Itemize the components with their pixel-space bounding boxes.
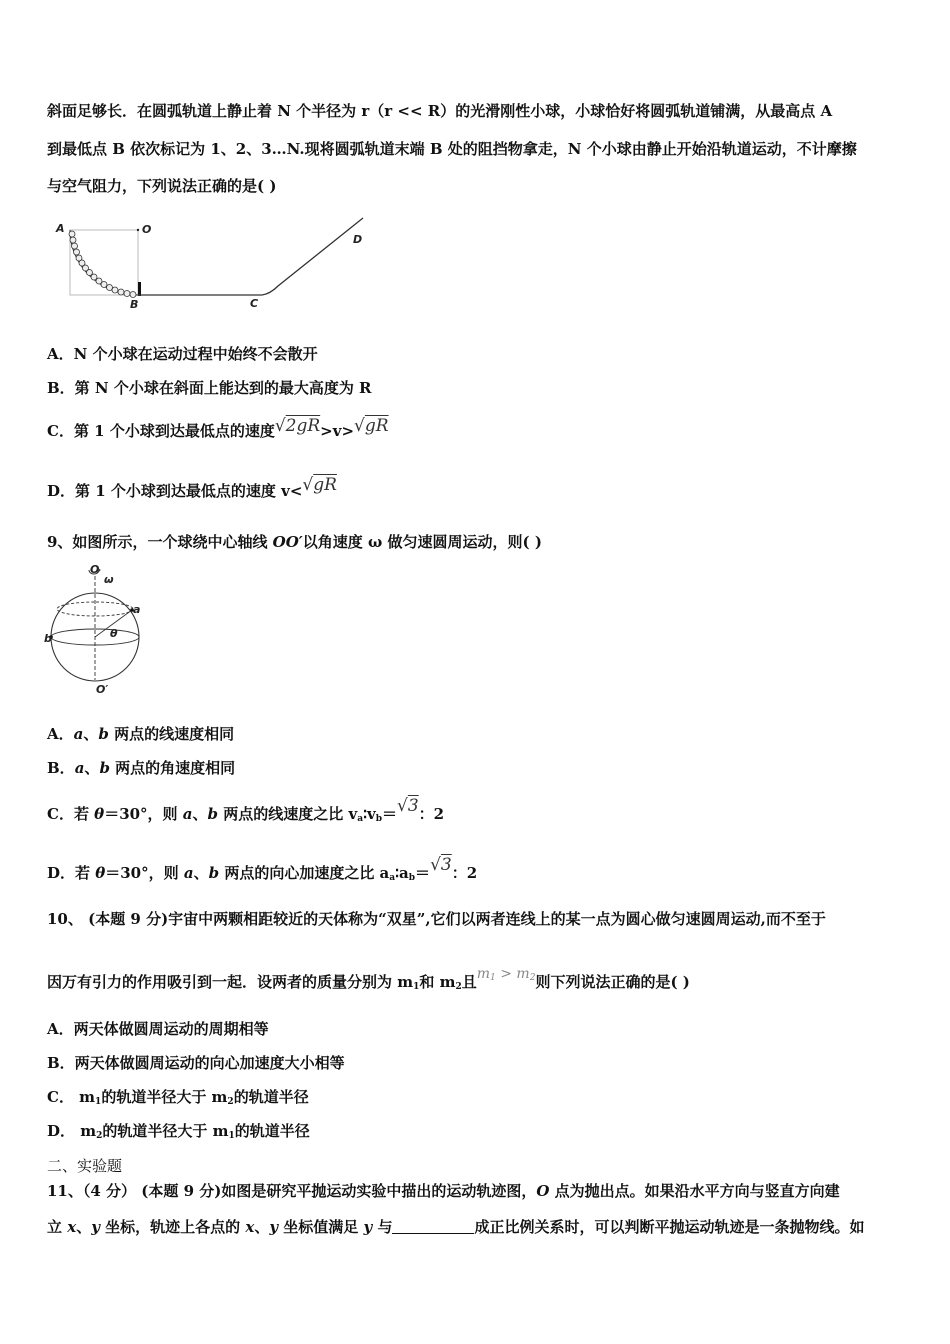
q8-option-b: B．第 N 个小球在斜面上能达到的最大高度为 R <box>47 379 372 397</box>
label-theta: θ <box>110 627 118 640</box>
label-omega: ω <box>104 573 114 586</box>
label-c: C <box>250 297 259 310</box>
q8-stem-line1: 斜面足够长．在圆弧轨道上静止着 N 个半径为 r（r << R）的光滑刚性小球，小球恰好将圆弧轨道铺满，从最高点 A <box>47 102 833 120</box>
label-b: B <box>130 298 139 310</box>
mass-inequality: $m_1 > m_2$ <box>476 966 536 983</box>
q9-option-c: C．若 θ＝30°，则 a、b 两点的线速度之比 $v_a∶v_b=√3$：2 <box>47 796 445 824</box>
q10-stem-line2: 因万有引力的作用吸引到一起．设两者的质量分别为 $m_1$和 $m_2$且$m_1 > m_2$则下列说法正确的是( ) <box>47 966 690 992</box>
q11-stem-line1: 11、（4 分） (本题 9 分)如图是研究平抛运动实验中描出的运动轨迹图，O 点为抛出点。如果沿水平方向与竖直方向建 <box>47 1182 840 1200</box>
q10-option-b: B．两天体做圆周运动的向心加速度大小相等 <box>47 1054 345 1072</box>
q10-option-c: C． $m_1$的轨道半径大于 $m_2$的轨道半径 <box>47 1088 309 1107</box>
blocker <box>138 282 141 296</box>
q11-stem-line2: 立 x、y 坐标，轨迹上各点的 x、y 坐标值满足 y 与 成正比例关系时，可以判断平抛运动轨迹是一条抛物线。如 <box>47 1218 865 1236</box>
q10-stem-line1: 10、 (本题 9 分)宇宙中两颗相距较近的天体称为“双星”,它们以两者连线上的某一点为圆心做匀速圆周运动,而不至于 <box>47 910 826 928</box>
q9-sphere-figure <box>44 560 156 702</box>
label-top-o: O <box>90 563 100 576</box>
q10-option-d: D． $m_2$的轨道半径大于 $m_1$的轨道半径 <box>47 1122 310 1141</box>
q8-stem-line2: 到最低点 B 依次标记为 1、2、3…N.现将圆弧轨道末端 B 处的阻挡物拿走，N 个小球由静止开始沿轨道运动，不计摩擦 <box>47 140 857 158</box>
q8-track-figure <box>50 210 370 310</box>
q9-option-a: A．a、b 两点的线速度相同 <box>47 725 235 743</box>
incline-track <box>262 218 363 295</box>
q9-stem: 9、如图所示，一个球绕中心轴线 OO′以角速度 ω 做匀速圆周运动，则( ) <box>47 533 542 551</box>
sqrt-gR: √gR <box>302 475 337 495</box>
q8-stem-line3: 与空气阻力，下列说法正确的是( ) <box>47 177 277 195</box>
ball-chain <box>69 231 136 298</box>
label-b: b <box>44 632 52 645</box>
answer-blank[interactable] <box>392 1219 474 1234</box>
q9-option-b: B．a、b 两点的角速度相同 <box>47 759 236 777</box>
sqrt-3: √3 <box>397 796 419 816</box>
label-o: O <box>142 223 152 236</box>
label-a: a <box>133 603 141 616</box>
sqrt-2gR: √2gR <box>274 416 321 436</box>
q8-option-d: D．第 1 个小球到达最低点的速度 v<√gR <box>47 475 337 500</box>
label-a: A <box>56 222 65 235</box>
section-title: 二、实验题 <box>47 1157 123 1175</box>
q9-option-d: D．若 θ＝30°，则 a、b 两点的向心加速度之比 $a_a∶a_b=√3$：2 <box>47 855 478 883</box>
label-d: D <box>353 233 363 246</box>
label-bottom-o: O′ <box>96 683 109 696</box>
sqrt-3: √3 <box>430 855 452 875</box>
q8-option-a: A．N 个小球在运动过程中始终不会散开 <box>47 345 318 363</box>
q8-option-c: C．第 1 个小球到达最低点的速度√2gR>v>√gR <box>47 416 389 440</box>
q10-option-a: A．两天体做圆周运动的周期相等 <box>47 1020 269 1038</box>
sqrt-gR: √gR <box>354 416 389 436</box>
